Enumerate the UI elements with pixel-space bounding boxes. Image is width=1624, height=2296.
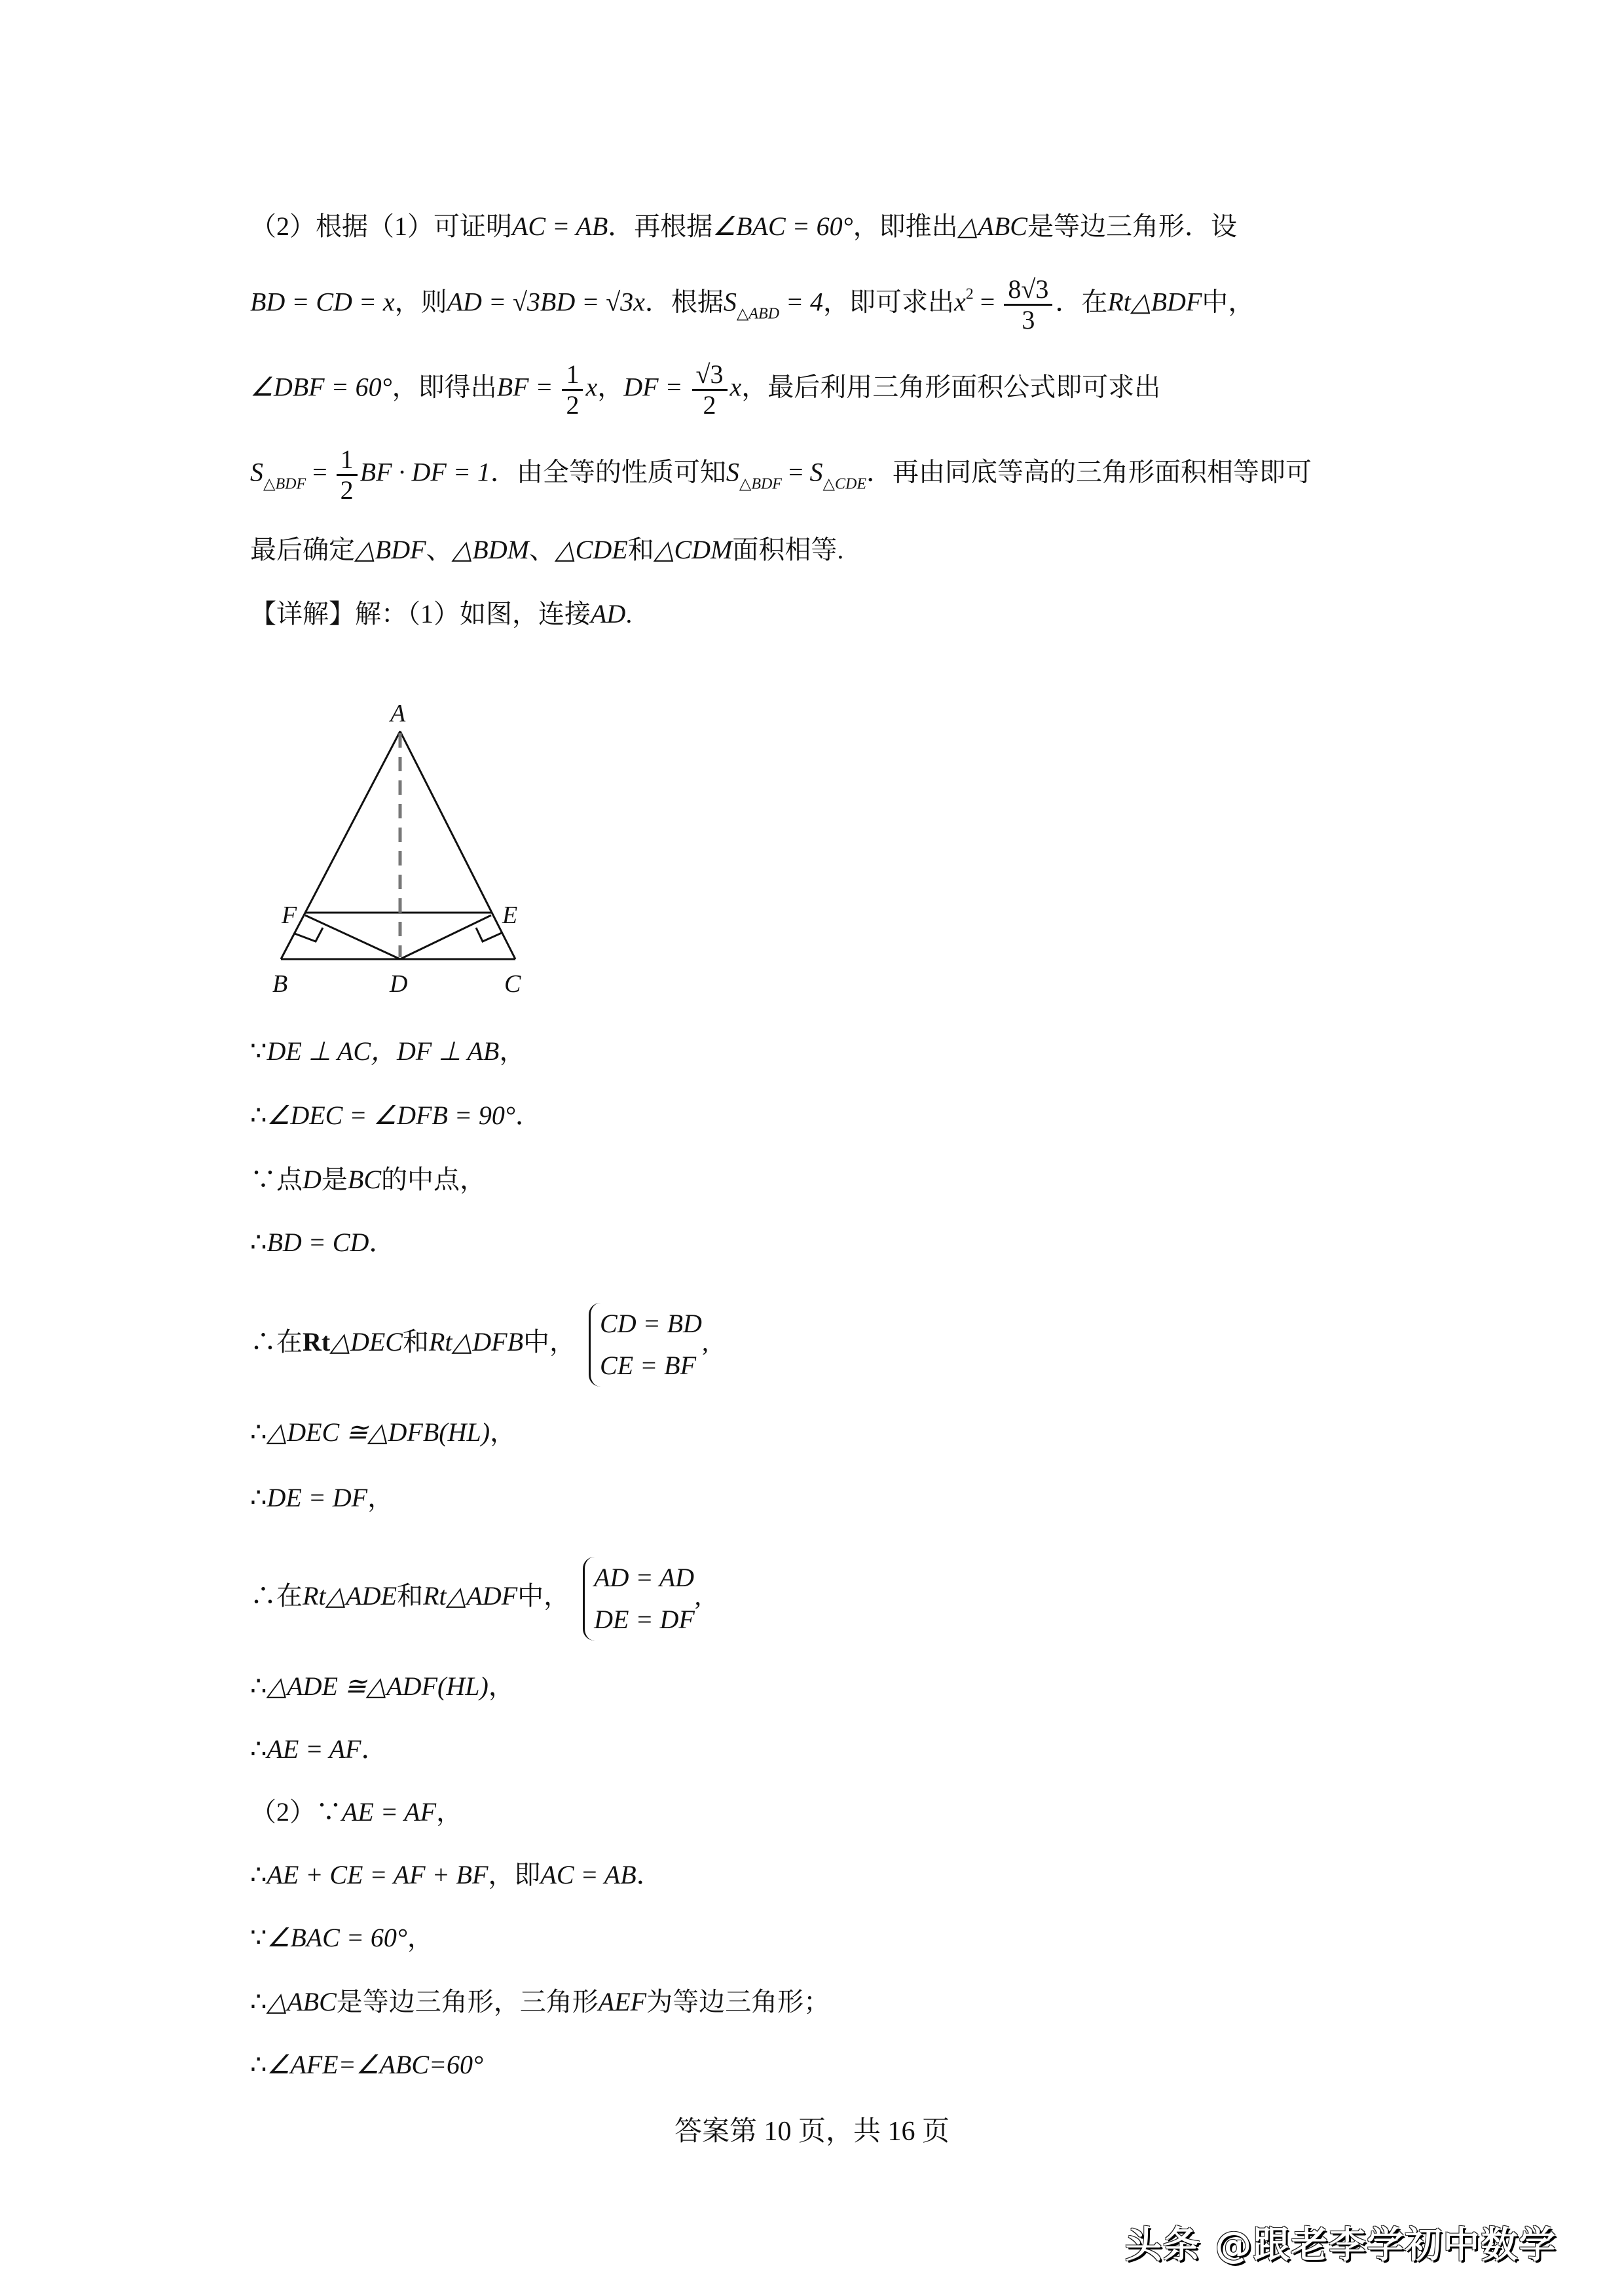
fraction bbox=[562, 360, 583, 420]
text: 是 bbox=[321, 1165, 348, 1194]
proof-line-5 bbox=[250, 1303, 709, 1387]
math: △DEC bbox=[330, 1327, 403, 1357]
label-c: C bbox=[504, 970, 521, 995]
math: △BDM bbox=[452, 535, 529, 564]
math: Rt△ADE bbox=[303, 1581, 397, 1611]
triangle-diagram bbox=[262, 681, 550, 995]
proof-line-6 bbox=[250, 1414, 516, 1451]
math: AE + CE = AF + BF bbox=[267, 1860, 489, 1889]
text: 是等边三角形，三角形 bbox=[336, 1987, 599, 2016]
math: AEF bbox=[598, 1987, 647, 2016]
triangle-figure-icon bbox=[262, 681, 550, 995]
proof-line-15 bbox=[250, 2047, 483, 2083]
text: 和 bbox=[402, 1327, 429, 1357]
proof-line-10 bbox=[250, 1731, 387, 1768]
analysis-line-2 bbox=[250, 275, 1254, 335]
analysis-line-3 bbox=[250, 360, 1160, 420]
proof-line-7 bbox=[250, 1480, 394, 1516]
text: ∴ bbox=[250, 1483, 267, 1512]
text: 中， bbox=[517, 1581, 570, 1611]
math: ∠DBF = 60° bbox=[250, 372, 392, 402]
denominator: 2 bbox=[566, 390, 580, 420]
math: △BDF bbox=[355, 535, 426, 564]
text: 面积相等. bbox=[732, 535, 844, 564]
text: ∵ bbox=[250, 1036, 267, 1066]
fraction bbox=[1004, 275, 1052, 335]
text: ∴ bbox=[250, 1860, 267, 1889]
analysis-line-4 bbox=[250, 445, 1312, 505]
math: AE = AF bbox=[267, 1734, 361, 1764]
math: ∠BAC = 60° bbox=[712, 211, 853, 241]
text: ，即 bbox=[488, 1860, 541, 1889]
numerator: 8√3 bbox=[1004, 275, 1052, 306]
proof-line-2 bbox=[250, 1097, 542, 1134]
math: BD = CD bbox=[267, 1228, 369, 1257]
proof-line-3 bbox=[250, 1161, 486, 1198]
math: x bbox=[954, 287, 966, 317]
text: ， bbox=[407, 1923, 434, 1952]
math: = bbox=[781, 457, 810, 487]
numerator: √3 bbox=[692, 360, 728, 391]
area-symbol: S bbox=[723, 287, 737, 317]
text: ．在 bbox=[1055, 287, 1108, 317]
text: ，则 bbox=[394, 287, 447, 317]
text: 最后确定 bbox=[250, 535, 355, 564]
text: ．由全等的性质可知 bbox=[490, 457, 726, 487]
text: ∴ bbox=[250, 1101, 267, 1130]
text: 中， bbox=[1202, 287, 1255, 317]
math: Rt bbox=[303, 1327, 331, 1357]
math: Rt△ADF bbox=[423, 1581, 518, 1611]
text: ． bbox=[369, 1228, 396, 1257]
math: AD = √3BD = √3x bbox=[447, 287, 645, 317]
math: ∠DEC = ∠DFB = 90° bbox=[267, 1101, 515, 1130]
denominator: 3 bbox=[1022, 305, 1035, 335]
proof-line-8 bbox=[250, 1557, 701, 1641]
text: ． bbox=[361, 1734, 388, 1764]
proof-line-1 bbox=[250, 1033, 525, 1070]
text: 【详解】解：（1）如图，连接 bbox=[250, 599, 591, 629]
math: AC = AB bbox=[540, 1860, 637, 1889]
text: ∴ bbox=[250, 1228, 267, 1257]
text: ∴在 bbox=[250, 1327, 303, 1357]
fraction bbox=[692, 360, 728, 420]
text: ， bbox=[488, 1671, 515, 1701]
label-a: A bbox=[390, 700, 406, 727]
math: △CDE bbox=[555, 535, 628, 564]
denominator: 2 bbox=[340, 475, 354, 505]
condition: CE = BF bbox=[600, 1351, 697, 1380]
proof-line-4 bbox=[250, 1224, 395, 1261]
subscript: △ABD bbox=[736, 305, 780, 323]
numerator: 1 bbox=[562, 360, 583, 391]
math: ∠AFE=∠ABC=60° bbox=[267, 2050, 483, 2079]
math: △ABC bbox=[267, 1987, 337, 2016]
text: ∴在 bbox=[250, 1581, 303, 1611]
text: ， bbox=[597, 372, 624, 402]
math: DF = bbox=[623, 372, 690, 402]
denominator: 2 bbox=[703, 390, 716, 420]
superscript: 2 bbox=[965, 285, 974, 303]
text: ，即得出 bbox=[392, 372, 497, 402]
text: ∵点 bbox=[250, 1165, 303, 1194]
math: = bbox=[306, 457, 334, 487]
numerator: 1 bbox=[337, 445, 358, 476]
text: 、 bbox=[426, 535, 452, 564]
condition: AD = AD bbox=[594, 1563, 695, 1592]
label-d: D bbox=[390, 970, 408, 995]
math: = bbox=[973, 287, 1002, 317]
text: ∴ bbox=[250, 1671, 267, 1701]
text: 为等边三角形； bbox=[646, 1987, 830, 2016]
text: ∴ bbox=[250, 1987, 267, 2016]
math: DE = DF bbox=[267, 1483, 368, 1512]
label-e: E bbox=[502, 902, 518, 929]
proof-line-11 bbox=[250, 1794, 462, 1831]
analysis-line-1 bbox=[250, 208, 1237, 245]
math: x bbox=[585, 372, 598, 402]
subscript: △BDF bbox=[739, 475, 782, 493]
analysis-line-5 bbox=[250, 532, 843, 568]
watermark: 头条 @跟老李学初中数学 bbox=[1125, 2224, 1557, 2267]
math: △ABC bbox=[957, 211, 1027, 241]
area-symbol: S bbox=[809, 457, 823, 487]
math: BC bbox=[347, 1165, 382, 1194]
math: BD = CD = x bbox=[250, 287, 395, 317]
text: 和 bbox=[397, 1581, 424, 1611]
label-b: B bbox=[272, 970, 288, 995]
math: D bbox=[303, 1165, 322, 1194]
text: ∴ bbox=[250, 1734, 267, 1764]
math: AC = AB bbox=[512, 211, 608, 241]
text: （2）根据（1）可证明 bbox=[250, 211, 512, 241]
text: ∴ bbox=[250, 2050, 267, 2079]
text: 中， bbox=[523, 1327, 576, 1357]
text: ．再由同底等高的三角形面积相等即可 bbox=[866, 457, 1312, 487]
text: ， bbox=[367, 1483, 394, 1512]
math: △CDM bbox=[654, 535, 733, 564]
math: BF = bbox=[496, 372, 560, 402]
math: ∠BAC = 60° bbox=[267, 1923, 407, 1952]
text: . bbox=[625, 599, 633, 629]
detail-heading bbox=[250, 596, 632, 632]
text: （2）∵ bbox=[250, 1797, 342, 1827]
text: ∵ bbox=[250, 1923, 267, 1952]
proof-line-14 bbox=[250, 1984, 830, 2020]
text: , bbox=[694, 1581, 701, 1611]
subscript: △CDE bbox=[822, 475, 866, 493]
math: AD bbox=[591, 599, 626, 629]
area-symbol: S bbox=[250, 457, 263, 487]
condition: DE = DF bbox=[594, 1605, 695, 1634]
math: △ADE ≅△ADF(HL) bbox=[267, 1671, 489, 1701]
text: ， bbox=[436, 1797, 463, 1827]
text: ． bbox=[515, 1101, 542, 1130]
text: , bbox=[701, 1327, 709, 1357]
math: BF · DF = 1 bbox=[360, 457, 490, 487]
text: ，即推出 bbox=[853, 211, 958, 241]
condition-brace bbox=[589, 1303, 702, 1387]
text: ， bbox=[499, 1036, 526, 1066]
proof-line-13 bbox=[250, 1920, 434, 1956]
math: Rt△BDF bbox=[1107, 287, 1202, 317]
math: DE ⊥ AC，DF ⊥ AB bbox=[267, 1036, 500, 1066]
text: ，最后利用三角形面积公式即可求出 bbox=[741, 372, 1161, 402]
text: ． bbox=[636, 1860, 663, 1889]
math: Rt△DFB bbox=[428, 1327, 524, 1357]
proof-line-9 bbox=[250, 1668, 515, 1705]
text: ．再根据 bbox=[608, 211, 713, 241]
text: ， bbox=[490, 1417, 517, 1447]
condition: CD = BD bbox=[600, 1309, 702, 1338]
proof-line-12 bbox=[250, 1857, 663, 1893]
math: △DEC ≅△DFB(HL) bbox=[267, 1417, 490, 1447]
text: ，即可求出 bbox=[823, 287, 955, 317]
text: ．根据 bbox=[644, 287, 724, 317]
math: = 4 bbox=[779, 287, 824, 317]
math: x bbox=[729, 372, 742, 402]
math: AE = AF bbox=[342, 1797, 437, 1827]
fraction bbox=[337, 445, 358, 505]
text: 的中点， bbox=[381, 1165, 487, 1194]
text: 、 bbox=[528, 535, 555, 564]
text: 和 bbox=[627, 535, 654, 564]
page-footer: 答案第 10 页，共 16 页 bbox=[674, 2117, 950, 2147]
condition-brace bbox=[583, 1557, 695, 1641]
text: 是等边三角形．设 bbox=[1027, 211, 1237, 241]
subscript: △BDF bbox=[263, 475, 306, 493]
label-f: F bbox=[282, 902, 297, 929]
text: ∴ bbox=[250, 1417, 267, 1447]
area-symbol: S bbox=[726, 457, 739, 487]
